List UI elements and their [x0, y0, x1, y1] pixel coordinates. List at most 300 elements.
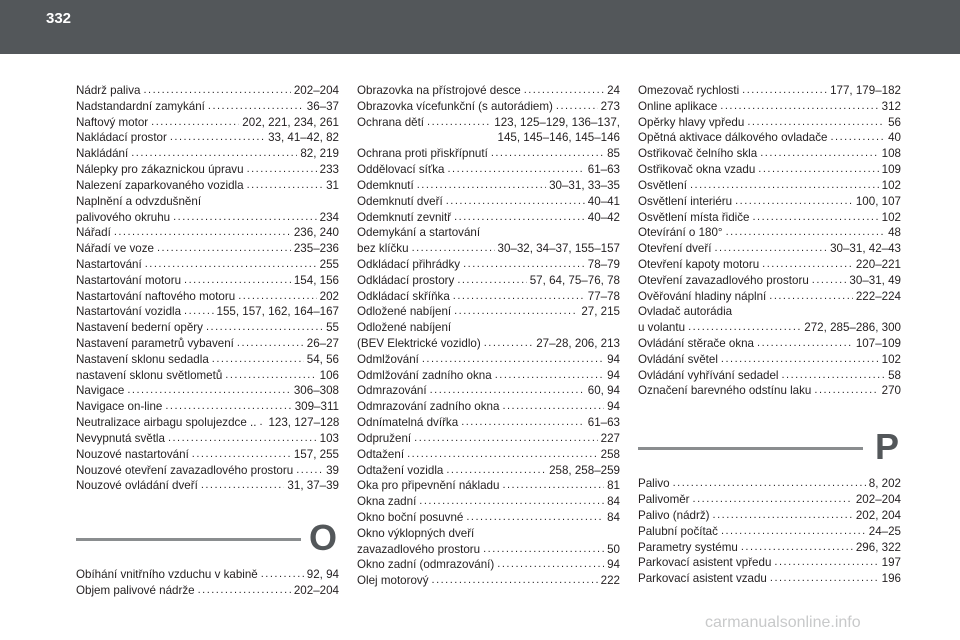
page-references: 258, 258–259: [549, 463, 620, 477]
dot-leader: [407, 447, 598, 463]
dot-leader: [491, 146, 604, 162]
index-entry: [357, 431, 620, 447]
dot-leader: [170, 130, 265, 146]
dot-leader: [690, 178, 879, 194]
page-references: 202–204: [855, 493, 901, 507]
index-term: Parkovací asistent vzadu: [638, 572, 767, 586]
index-term: Ochrana dětí: [357, 115, 425, 129]
section-rule: [76, 538, 301, 541]
index-term: Ostřikovač čelního skla: [638, 147, 758, 161]
index-entry: [638, 225, 901, 241]
dot-leader: [446, 194, 585, 210]
index-term: Navigace on-line: [76, 400, 163, 414]
index-entry: [638, 492, 901, 508]
index-term: Odemknutí zevnitř: [357, 210, 452, 224]
dot-leader: [741, 540, 853, 556]
dot-leader: [247, 178, 324, 194]
index-entry: [638, 289, 901, 305]
page-references: 61–63: [587, 163, 620, 177]
index-entry: [357, 463, 620, 479]
index-entry: [76, 583, 339, 599]
dot-leader: [261, 567, 304, 583]
index-entry: [357, 83, 620, 99]
dot-leader: [461, 415, 585, 431]
page-references: 202–204: [293, 84, 339, 97]
index-term: Nálepky pro zákaznickou úpravu: [76, 163, 244, 177]
index-entry: [357, 336, 620, 352]
page-references: 30–31, 42–43: [830, 242, 901, 256]
dot-leader: [757, 336, 853, 352]
page-references: 123, 125–129, 136–137,: [494, 115, 620, 129]
page-references: 108: [881, 147, 901, 161]
page-references: 202: [319, 289, 339, 303]
index-term: Palubní počítač: [638, 524, 718, 538]
index-entry: [638, 383, 901, 399]
dot-leader: [173, 210, 317, 226]
index-term: Nastartování naftového motoru: [76, 289, 236, 303]
page-references: 270: [881, 384, 901, 398]
dot-leader: [769, 289, 853, 305]
index-entry: [76, 478, 339, 494]
index-term: Nakládání: [76, 147, 129, 161]
index-entry: [76, 567, 339, 583]
index-term: Odkládací přihrádky: [357, 257, 461, 271]
dot-leader: [556, 99, 598, 115]
page-references: 84: [607, 510, 620, 524]
index-entry: [357, 304, 620, 320]
page-references: 177, 179–182: [830, 84, 901, 97]
index-list-o-start: [76, 567, 339, 599]
index-term: Odmrazování: [357, 384, 427, 398]
index-term: Nářadí ve voze: [76, 242, 154, 256]
dot-leader: [688, 320, 801, 336]
index-term: zavazadlového prostoru: [357, 542, 481, 556]
page-references: 103: [319, 431, 339, 445]
index-term: Omezovač rychlosti: [638, 84, 740, 97]
index-term: Odpružení: [357, 431, 412, 445]
page-references: 55: [326, 321, 339, 335]
index-term: Odmlžování zadního okna: [357, 368, 492, 382]
page-references: 78–79: [587, 257, 620, 271]
index-entry: [76, 383, 339, 399]
index-term: Ostřikovač okna vzadu: [638, 163, 756, 177]
page-references: 30–31, 33–35: [549, 178, 620, 192]
page-references: 312: [881, 99, 901, 113]
page-references: 202, 221, 234, 261: [242, 115, 339, 129]
dot-leader: [114, 225, 291, 241]
index-term: Navigace: [76, 384, 125, 398]
index-entry: [76, 178, 339, 194]
index-term: palivového okruhu: [76, 210, 171, 224]
index-entry: [638, 524, 901, 540]
index-term: Parametry systému: [638, 540, 738, 554]
dot-leader: [414, 431, 598, 447]
page-references: 306–308: [293, 384, 339, 398]
dot-leader: [502, 478, 604, 494]
index-term: Odmrazování zadního okna: [357, 400, 500, 414]
page-references: 54, 56: [306, 352, 339, 366]
page-references: 40: [888, 131, 901, 145]
page-references: 30–32, 34–37, 155–157: [497, 242, 620, 256]
dot-leader: [720, 99, 878, 115]
page-references: 36–37: [306, 99, 339, 113]
index-entry: [638, 146, 901, 162]
page-references: 102: [881, 210, 901, 224]
index-entry: [357, 573, 620, 589]
page-references: 24–25: [868, 524, 901, 538]
index-term: Nastavení parametrů vybavení: [76, 337, 234, 350]
dot-leader: [238, 289, 316, 305]
page-references: 31: [326, 178, 339, 192]
dot-leader: [457, 273, 526, 289]
index-term: Nadstandardní zamykání: [76, 99, 205, 113]
dot-leader: [225, 368, 316, 384]
index-list-o-end: [638, 83, 901, 399]
dot-leader: [151, 115, 239, 131]
dot-leader: [453, 289, 585, 305]
section-header-p: [638, 427, 901, 467]
page-references: 57, 64, 75–76, 78: [529, 273, 620, 287]
page-references: 33, 41–42, 82: [268, 131, 339, 145]
index-entry: [638, 257, 901, 273]
index-entry: [76, 162, 339, 178]
page-references: 8, 202: [868, 477, 901, 491]
index-entry: [76, 304, 339, 320]
index-entry: [76, 336, 339, 352]
index-term: Odmlžování: [357, 352, 419, 366]
dot-leader: [713, 508, 853, 524]
index-entry: [638, 571, 901, 587]
index-entry: [638, 368, 901, 384]
dot-leader: [131, 146, 297, 162]
index-term: Objem palivové nádrže: [76, 583, 195, 597]
index-entry: [357, 510, 620, 526]
index-term: Otevření kapoty motoru: [638, 257, 760, 271]
dot-leader: [760, 146, 878, 162]
page-references: 272, 285–286, 300: [804, 321, 901, 335]
dot-leader: [427, 115, 491, 131]
page-references: 94: [607, 368, 620, 382]
index-term: Okna zadní: [357, 495, 417, 509]
index-term: Osvětlení místa řidiče: [638, 210, 750, 224]
page-references: 202–204: [293, 583, 339, 597]
index-term: Parkovací asistent vpředu: [638, 556, 772, 570]
index-term: Ověřování hladiny náplní: [638, 289, 767, 303]
index-entry: [357, 399, 620, 415]
page-references: 77–78: [587, 289, 620, 303]
index-term: Opěrky hlavy vpředu: [638, 115, 745, 129]
index-entry: [357, 368, 620, 384]
page-references: 30–31, 49: [849, 273, 901, 287]
dot-leader: [483, 542, 604, 558]
index-term: Nastartování motoru: [76, 273, 182, 287]
index-term: Online aplikace: [638, 99, 718, 113]
index-term: nastavení sklonu světlometů: [76, 368, 223, 382]
index-entry: [638, 352, 901, 368]
page-references: 94: [607, 352, 620, 366]
section-header-o: [76, 518, 339, 558]
index-entry: [638, 508, 901, 524]
page-references: 50: [607, 542, 620, 556]
page-references-continued: 145, 145–146, 145–146: [497, 131, 620, 145]
page-references: 102: [881, 178, 901, 192]
dot-leader: [735, 194, 853, 210]
index-term: Ovládání světel: [638, 352, 718, 366]
page-references: 236, 240: [293, 226, 339, 240]
index-entry: [76, 83, 339, 99]
dot-leader: [201, 478, 285, 494]
dot-leader: [143, 83, 290, 99]
index-entry: [638, 555, 901, 571]
dot-leader: [831, 130, 886, 146]
dot-leader: [721, 524, 866, 540]
dot-leader: [247, 162, 317, 178]
dot-leader: [419, 494, 604, 510]
dot-leader: [466, 510, 604, 526]
index-entry: [76, 210, 339, 226]
dot-leader: [412, 241, 495, 257]
index-entry: [357, 210, 620, 226]
index-term: Okno zadní (odmrazování): [357, 558, 495, 572]
index-term: bez klíčku: [357, 242, 409, 256]
dot-leader: [693, 492, 853, 508]
index-term: Naftový motor: [76, 115, 149, 129]
page-references: 48: [888, 226, 901, 240]
index-term: Nouzové otevření zavazadlového prostoru: [76, 463, 294, 477]
index-entry: [76, 273, 339, 289]
page-references: 92, 94: [306, 568, 339, 582]
watermark: carmanualsonline.info: [705, 614, 861, 631]
index-term: Palivo: [638, 477, 670, 491]
index-entry: [638, 162, 901, 178]
index-term: Odtažení: [357, 447, 405, 461]
index-entry: [638, 130, 901, 146]
page-references: 123, 127–128: [268, 416, 340, 430]
page-references: 94: [607, 400, 620, 414]
index-term: Odemknutí dveří: [357, 194, 443, 208]
index-entry: [357, 115, 620, 131]
index-list-p: [638, 476, 901, 587]
index-entry-heading-line: Ovladač autorádia: [638, 305, 733, 319]
index-term: Nádrž paliva: [76, 84, 141, 97]
index-entry: [76, 415, 339, 431]
index-entry: [638, 320, 901, 336]
index-list-n: [76, 83, 339, 494]
index-term: Odložené nabíjení: [357, 305, 452, 319]
dot-leader: [430, 383, 585, 399]
index-entry: [357, 289, 620, 305]
dot-leader: [814, 383, 878, 399]
index-term: Nevypnutá světla: [76, 431, 165, 445]
index-term: Odtažení vozidla: [357, 463, 444, 477]
dot-leader: [484, 336, 533, 352]
index-entry: [357, 99, 620, 115]
index-term: Neutralizace airbagu spolujezdce ..: [76, 416, 257, 430]
page-references: 109: [881, 163, 901, 177]
header-bar: [0, 0, 960, 54]
index-entry: [638, 273, 901, 289]
page-references: 106: [319, 368, 339, 382]
page-references: 31, 37–39: [287, 479, 339, 493]
dot-leader: [770, 571, 879, 587]
page-references: 24: [607, 84, 620, 97]
dot-leader: [463, 257, 585, 273]
index-term: Označení barevného odstínu laku: [638, 384, 812, 398]
index-term: Osvětlení interiéru: [638, 194, 733, 208]
page-references: 197: [881, 556, 901, 570]
dot-leader: [762, 257, 853, 273]
dot-leader: [812, 273, 847, 289]
index-entry: [76, 289, 339, 305]
index-term: Odkládací prostory: [357, 273, 455, 287]
page-references: 222–224: [855, 289, 901, 303]
dot-leader: [208, 99, 304, 115]
dot-leader: [447, 162, 584, 178]
index-term: Okno boční posuvné: [357, 510, 464, 524]
index-term: (BEV Elektrické vozidlo): [357, 337, 481, 350]
index-entry: [76, 241, 339, 257]
index-entry: [638, 241, 901, 257]
index-column-3: [638, 83, 901, 587]
page-references: 155, 157, 162, 164–167: [216, 305, 339, 319]
page-references: 82, 219: [300, 147, 339, 161]
index-entry: [76, 463, 339, 479]
dot-leader: [165, 399, 291, 415]
dot-leader: [296, 463, 323, 479]
index-entry: [638, 540, 901, 556]
page-references: 309–311: [294, 400, 339, 414]
index-entry: [638, 336, 901, 352]
page-number: 332: [46, 10, 72, 27]
page-references: 26–27: [306, 337, 339, 350]
index-entry: [76, 225, 339, 241]
dot-leader: [774, 555, 878, 571]
index-entry: [76, 99, 339, 115]
page-references: 94: [607, 558, 620, 572]
index-term: Ovládání vyhřívání sedadel: [638, 368, 779, 382]
index-term: Opětná aktivace dálkového ovladače: [638, 131, 828, 145]
index-term: Nouzové nastartování: [76, 447, 189, 461]
dot-leader: [714, 241, 827, 257]
index-entry: [76, 352, 339, 368]
page-references: 61–63: [587, 416, 620, 430]
page-references: 27, 215: [581, 305, 620, 319]
page-references: 58: [888, 368, 901, 382]
index-entry: [357, 146, 620, 162]
page-references: 196: [881, 572, 901, 586]
index-entry: [76, 115, 339, 131]
index-entry: [357, 273, 620, 289]
page-references: 56: [888, 115, 901, 129]
dot-leader: [673, 476, 866, 492]
index-entry: [76, 399, 339, 415]
index-entry-heading-line: Naplnění a odvzdušnění: [76, 194, 202, 208]
index-entry-heading-line: Odložené nabíjení: [357, 321, 452, 335]
dot-leader: [157, 241, 291, 257]
index-entry-heading-line: Odemykání a startování: [357, 226, 481, 240]
index-entry: [638, 476, 901, 492]
index-entry: [357, 542, 620, 558]
dot-leader: [417, 178, 546, 194]
page-references: 235–236: [293, 242, 339, 256]
index-entry: [76, 257, 339, 273]
index-entry: [76, 130, 339, 146]
index-column-2: [357, 83, 620, 589]
page-references: 27–28, 206, 213: [536, 337, 620, 350]
index-term: Ochrana proti přiskřípnutí: [357, 147, 488, 161]
page-references: 39: [326, 463, 339, 477]
index-entry: [76, 431, 339, 447]
index-term: Obíhání vnitřního vzduchu v kabině: [76, 568, 258, 582]
index-entry: [357, 257, 620, 273]
page-references: 296, 322: [855, 540, 901, 554]
page-references: 273: [600, 99, 620, 113]
index-entry: [357, 447, 620, 463]
index-term: Oddělovací síťka: [357, 163, 445, 177]
index-term: Oka pro připevnění nákladu: [357, 479, 500, 493]
index-entry: [357, 383, 620, 399]
page-references: 258: [600, 447, 620, 461]
index-term: Odnímatelná dvířka: [357, 416, 459, 430]
index-entry: [357, 241, 620, 257]
page-references: 40–42: [587, 210, 620, 224]
index-entry: [76, 146, 339, 162]
index-term: u volantu: [638, 321, 686, 335]
index-entry: [357, 194, 620, 210]
page-references: 234: [319, 210, 339, 224]
index-entry: [357, 162, 620, 178]
index-entry: [357, 415, 620, 431]
index-entry: [76, 320, 339, 336]
dot-leader: [237, 336, 304, 352]
dot-leader: [782, 368, 886, 384]
index-list-o: [357, 83, 620, 589]
index-term: Nastavení sklonu sedadla: [76, 352, 209, 366]
index-term: Otevření dveří: [638, 242, 712, 256]
index-column-1: [76, 83, 339, 599]
index-entry: [357, 478, 620, 494]
index-entry: [76, 447, 339, 463]
index-entry: [76, 368, 339, 384]
index-term: Nakládací prostor: [76, 131, 167, 145]
index-entry-heading-line: Okno výklopných dveří: [357, 526, 475, 540]
dot-leader: [422, 352, 604, 368]
dot-leader: [192, 447, 291, 463]
index-term: Osvětlení: [638, 178, 687, 192]
index-entry: [357, 557, 620, 573]
dot-leader: [206, 320, 323, 336]
index-term: Nalezení zaparkovaného vozidla: [76, 178, 244, 192]
page-references: 107–109: [855, 337, 901, 350]
index-term: Palivoměr: [638, 493, 690, 507]
index-term: Odkládací skříňka: [357, 289, 450, 303]
dot-leader: [198, 583, 291, 599]
index-term: Nářadí: [76, 226, 111, 240]
index-term: Odemknutí: [357, 178, 414, 192]
index-term: Obrazovka na přístrojové desce: [357, 84, 521, 97]
dot-leader: [168, 431, 317, 447]
dot-leader: [726, 225, 886, 241]
dot-leader: [127, 383, 291, 399]
index-entry: [638, 178, 901, 194]
index-term: Otevření zavazadlového prostoru: [638, 273, 809, 287]
dot-leader: [524, 83, 604, 99]
page-references: 233: [319, 163, 339, 177]
dot-leader: [184, 304, 213, 320]
index-entry: [638, 194, 901, 210]
dot-leader: [259, 415, 265, 431]
index-term: Nastartování: [76, 257, 142, 271]
